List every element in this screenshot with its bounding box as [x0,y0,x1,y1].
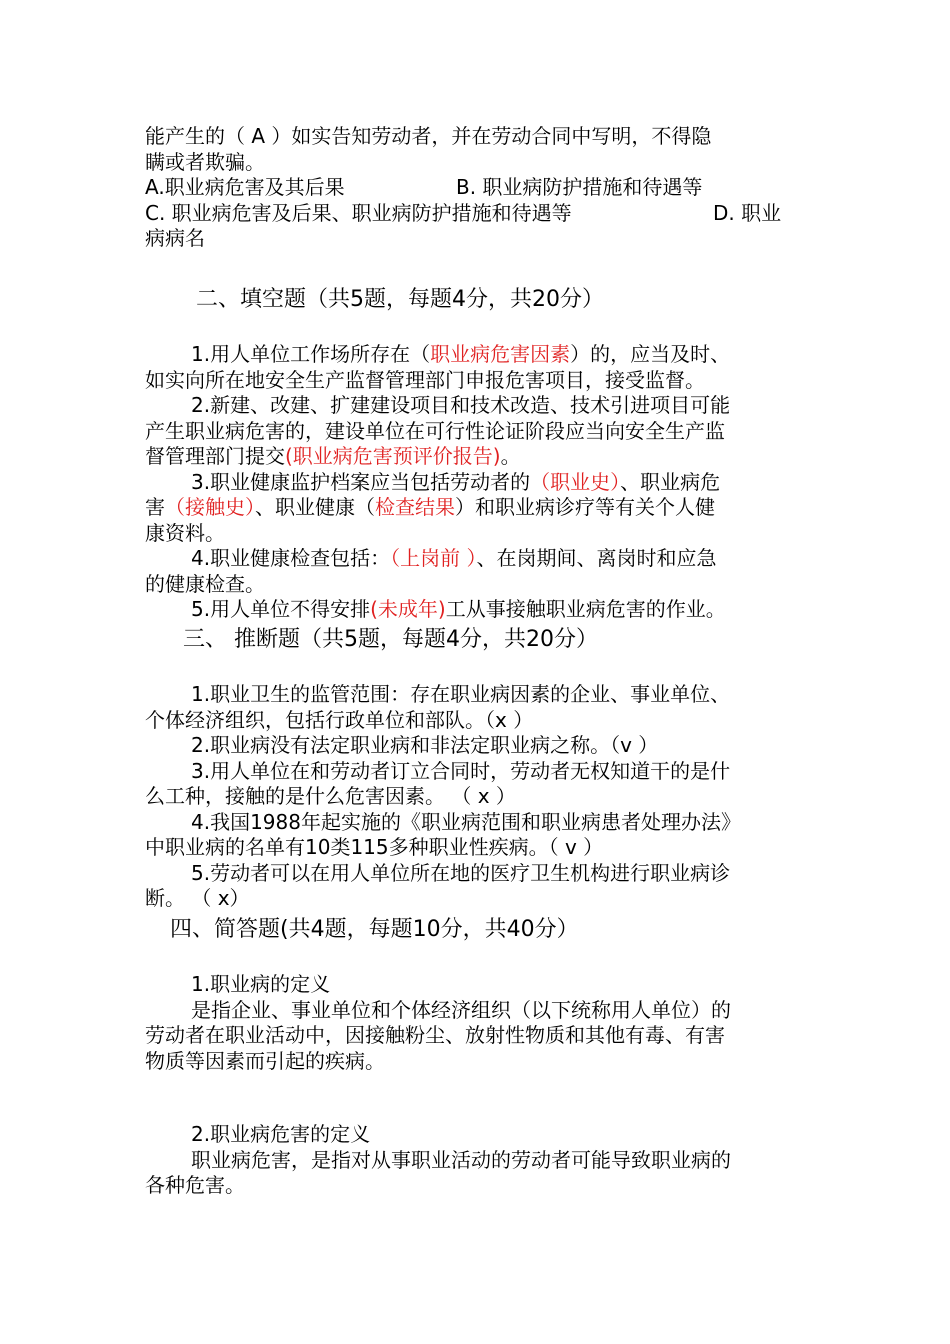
options-row [145,201,810,227]
fill-in-q2-line3 [145,444,810,470]
short-answer-body: 各种危害。 [145,1173,245,1197]
fill-in-q1 [145,342,810,368]
text: 害 [145,495,165,519]
fill-in-q4-line2: 的健康检查。 [145,571,265,596]
fill-in-questions [145,342,810,623]
answer-text: （上岗前 ） [390,546,477,570]
answer-text: 检查结果 [375,495,455,519]
text: 4.职业健康检查包括： [191,546,391,570]
tf-q5-line2: 断。 （ x） [145,886,250,910]
answer-text: （职业史） [530,469,621,494]
text: 3.职业健康监护档案应当包括劳动者的 [191,469,531,494]
question-text-line: 瞒或者欺骗。 [145,149,265,174]
tf-q3: 3.用人单位在和劳动者订立合同时，劳动者无权知道干的是什 [191,758,731,783]
option-b: B. 职业病防护措施和待遇等 [456,175,703,199]
true-false-questions [145,682,810,912]
text: 、职业病危 [620,469,721,494]
short-answer-body: 职业病危害，是指对从事职业活动的劳动者可能导致职业病的 [191,1147,731,1172]
short-answer-body: 是指企业、事业单位和个体经济组织（以下统称用人单位）的 [191,997,731,1022]
tf-q4: 4.我国1988年起实施的《职业病范围和职业病患者处理办法》 [191,809,741,834]
option-a: A.职业病危害及其后果 [145,175,345,199]
tf-q1: 1.职业卫生的监管范围：存在职业病因素的企业、事业单位、 [191,682,731,706]
question-text-line: 能产生的（ A ）如实告知劳动者，并在劳动合同中写明，不得隐 [145,124,712,148]
fill-in-q3-line3: 康资料。 [145,520,225,545]
short-answer-q2 [145,1122,810,1199]
short-answer-title: 1.职业病的定义 [191,972,331,996]
short-answer-q1 [145,972,810,1074]
text: ）的，应当及时、 [570,342,731,366]
fill-in-q2: 2.新建、改建、扩建建设项目和技术改造、技术引进项目可能 [191,393,731,417]
choice-question-continuation [145,124,810,252]
fill-in-q2-line2: 产生职业病危害的，建设单位在可行性论证阶段应当向安全生产监 [145,418,725,443]
option-c: C. 职业病危害及后果、职业病防护措施和待遇等 [145,200,572,225]
short-answer-title: 2.职业病危害的定义 [191,1122,371,1146]
option-d: D. 职业 [713,200,782,225]
tf-q3-line2: 么工种，接触的是什么危害因素。 （ x ） [145,784,516,808]
fill-in-q1-line2: 如实向所在地安全生产监督管理部门申报危害项目，接受监督。 [145,367,705,392]
text: ）和职业病诊疗等有关个人健 [455,495,715,519]
fill-in-q3 [145,470,810,496]
fill-in-q5 [145,597,810,623]
option-d-continuation: 病病名 [145,226,205,250]
short-answer-body: 劳动者在职业活动中，因接触粉尘、放射性物质和其他有毒、有害 [145,1023,725,1047]
text: 。 [500,444,521,468]
text: 工从事接触职业病危害的作业。 [445,597,726,621]
fill-in-q4 [145,546,810,572]
text: 督管理部门提交 [145,444,285,468]
text: 、在岗期间、离岗时和应急 [476,546,717,570]
answer-text: 职业病危害因素 [430,342,571,366]
tf-q5: 5.劳动者可以在用人单位所在地的医疗卫生机构进行职业病诊 [191,860,731,885]
options-row [145,175,810,201]
answer-text: (未成年) [370,597,446,621]
text: 、职业健康（ [255,495,375,519]
answer-text: (职业病危害预评价报告) [285,444,501,468]
tf-q4-line2: 中职业病的名单有10类115多种职业性疾病。（ v ） [145,835,604,859]
section-heading-short-answer: 四、简答题(共4题，每题10分，共40分） [170,917,579,942]
answer-text: （接触史） [165,495,255,519]
tf-q2: 2.职业病没有法定职业病和非法定职业病之称。（v ） [191,733,659,757]
short-answer-body: 物质等因素而引起的疾病。 [145,1048,385,1073]
section-heading-true-false: 三、 推断题（共5题，每题4分，共20分） [183,627,598,652]
text: 5.用人单位不得安排 [191,597,371,621]
section-heading-fill-in: 二、填空题（共5题，每题4分，共20分） [196,287,604,312]
text: 1.用人单位工作场所存在（ [191,342,431,366]
fill-in-q3-line2 [145,495,810,521]
tf-q1-line2: 个体经济组织，包括行政单位和部队。（x ） [145,707,534,732]
